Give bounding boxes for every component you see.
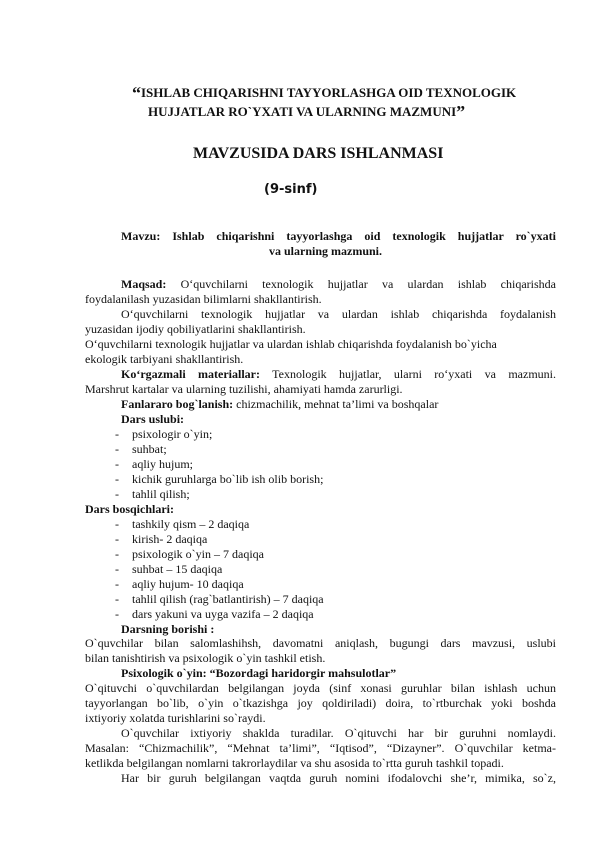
progress-line-1: O`quvchilar bilan salomlashihsh, davomatni aniqlash, bugungi dars mavzusi, uslubi [85,636,556,650]
stage-item: dars yakuni va uyga vazifa – 2 daqiqa [132,607,314,621]
goal-line-6: ekologik tarbiyani shakllantirish. [85,352,244,366]
list-dash: - [115,577,119,591]
game-p2-line-2: Masalan: “Chizmachilik”, “Mehnat ta’limi”, “Iqtisod”, “Dizayner”. O`quvchilar ketma- [85,741,556,755]
list-dash: - [115,532,119,546]
stage-item: kirish- 2 daqiqa [132,532,208,546]
stage-item: aqliy hujum- 10 daqiqa [132,577,244,591]
title-line-1: ISHLAB CHIQARISHNI TAYYORLASHGA OID TEXNOLOGIK [141,85,517,100]
method-item: psixologir o`yin; [132,427,213,441]
goal-label: Maqsad: [121,277,167,291]
goal-line-1: O‘quvchilarni texnologik hujjatlar va ulardan ishlab chiqarishda [180,277,556,291]
goal-line-5: O‘quvchilarni texnologik hujjatlar va ulardan ishlab chiqarishda foydalanish bo`yicha [85,337,497,351]
list-dash: - [115,562,119,576]
list-dash: - [115,592,119,606]
progress-line-2: bilan tanishtirish va psixologik o`yin tashkil etish. [85,651,326,665]
stages-label: Dars bosqichlari: [85,502,175,516]
topic-line-2: va ularning mazmuni. [268,244,382,258]
interdisciplinary-line [121,397,592,412]
goal-line-3: O‘quvchilarni texnologik hujjatlar va ulardan ishlab chiqarishda foydalanish [121,307,556,321]
method-item: kichik guruhlarga bo`lib ish olib borish; [132,472,324,486]
game-p1-line-3: ixtiyoriy xolatda turishlarini so`raydi. [85,711,266,725]
list-dash: - [115,487,119,501]
goal-line-2: foydalanilash yuzasidan bilimlarni shakllantirish. [85,292,322,306]
game-p3-line-1: Har bir guruh belgilangan vaqtda guruh nomini ifodalovchi she’r, mimika, so`z, [121,771,556,785]
interdisciplinary-label: Fanlararo bog`lanish: [121,397,234,411]
stage-item: tashkily qism – 2 daqiqa [132,517,250,531]
methods-label: Dars uslubi: [121,412,185,426]
materials-line-1: Texnologik hujjatlar, ularni ro‘yxati va mazmuni. [272,367,556,381]
materials-label: Ko‘rgazmali materiallar: [121,367,260,381]
list-dash: - [115,472,119,486]
method-item: suhbat; [132,442,167,456]
game-p1-line-2: tayyorlangan bo`lib, o`yin o`tkazishga joy qoldiriladi) doira, to`rtburchak yoki boshda [85,696,556,710]
stage-item: psixologik o`yin – 7 daqiqa [132,547,264,561]
list-dash: - [115,607,119,621]
title-line-3: MAVZUSIDA DARS ISHLANMASI [193,145,444,162]
stage-item: suhbat – 15 daqiqa [132,562,223,576]
list-dash: - [115,457,119,471]
list-dash: - [115,442,119,456]
game-heading: Psixologik o`yin: “Bozordagi haridorgir mahsulotlar” [121,666,397,680]
materials-line-2: Marshrut kartalar va ularning tuzilishi, ahamiyati hamda zarurligi. [85,382,403,396]
topic-label: Mavzu: [121,229,161,243]
title-line-2: HUJJATLAR RO`YXATI VA ULARNING MAZMUNI [148,104,457,119]
goal-line-4: yuzasidan ijodiy qobiliyatlarini shakllantirish. [85,322,306,336]
method-item: aqliy hujum; [132,457,193,471]
topic-line-1: Ishlab chiqarishni tayyorlashga oid texnologik hujjatlar ro`yxati [172,229,556,243]
progress-label: Darsning borishi : [121,622,215,636]
title-close-quote: ” [456,102,466,122]
list-dash: - [115,427,119,441]
list-dash: - [115,517,119,531]
game-p2-line-1: O`quvchilar ixtiyoriy shaklda turadilar. O`qituvchi har bir guruhni nomlaydi. [121,726,556,740]
stage-item: tahlil qilish (rag`batlantirish) – 7 daqiqa [132,592,324,606]
game-p1-line-1: O`qituvchi o`quvchilardan belgilangan joyda (sinf xonasi guruhlar bilan ishlash uchun [85,681,556,695]
interdisciplinary-text: chizmachilik, mehnat ta’limi va boshqalar [233,397,439,411]
grade-label: (9-sinf) [264,182,318,197]
title-open-quote: “ [132,83,141,103]
list-dash: - [115,547,119,561]
method-item: tahlil qilish; [132,487,190,501]
game-p2-line-3: ketlikda belgilangan nomlarni takrorlaydilar va shu asosida to`rtta guruh tashkil topadi. [85,756,504,770]
